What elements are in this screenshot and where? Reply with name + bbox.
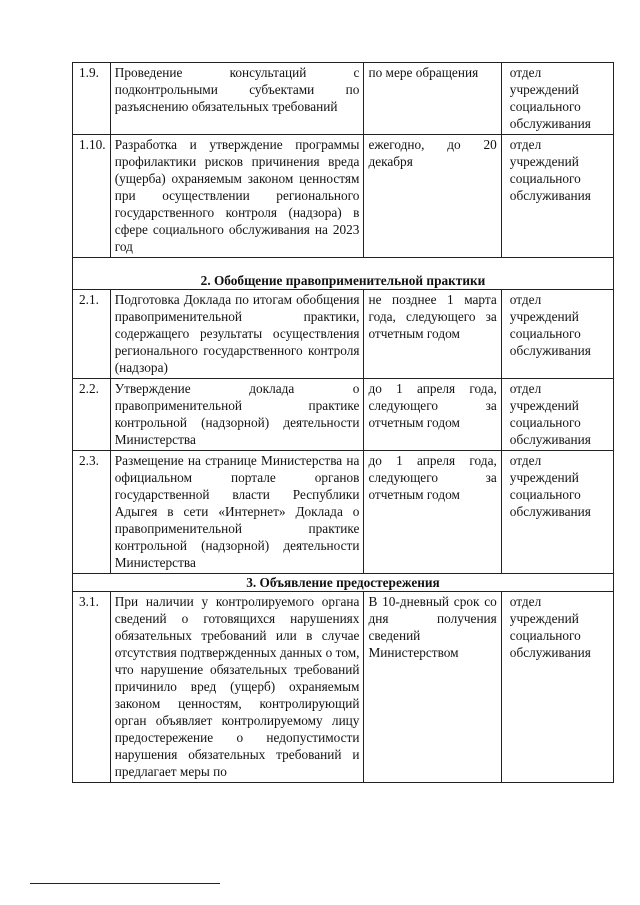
row-action: Подготовка Доклада по итогам обобщения правоприменительной практики, содержащего результаты осуществления регионального государственного контроля (надзора) bbox=[110, 290, 364, 379]
row-number: 1.9. bbox=[73, 63, 111, 135]
table-row bbox=[73, 379, 614, 451]
row-term: не позднее 1 марта года, следующего за отчетным годом bbox=[364, 290, 501, 379]
table-row bbox=[73, 592, 614, 783]
row-responsible: отдел учреждений социального обслуживания bbox=[501, 451, 613, 574]
row-responsible: отдел учреждений социального обслуживания bbox=[501, 290, 613, 379]
table-row bbox=[73, 451, 614, 574]
row-number: 2.2. bbox=[73, 379, 111, 451]
section-title: 3. Объявление предостережения bbox=[73, 574, 614, 592]
row-action: Утверждение доклада о правоприменительной практике контрольной (надзорной) деятельности Министерства bbox=[110, 379, 364, 451]
row-responsible: отдел учреждений социального обслуживания bbox=[501, 135, 613, 258]
row-term: до 1 апреля года, следующего за отчетным годом bbox=[364, 379, 501, 451]
row-number: 2.1. bbox=[73, 290, 111, 379]
plan-table bbox=[72, 62, 614, 783]
row-responsible: отдел учреждений социального обслуживания bbox=[501, 379, 613, 451]
table-row bbox=[73, 63, 614, 135]
section-spacer bbox=[73, 258, 614, 273]
row-number: 2.3. bbox=[73, 451, 111, 574]
row-term: ежегодно, до 20 декабря bbox=[364, 135, 501, 258]
row-term: В 10-дневный срок со дня получения сведений Министерством bbox=[364, 592, 501, 783]
row-number: 1.10. bbox=[73, 135, 111, 258]
section-heading-row bbox=[73, 574, 614, 592]
row-action: Разработка и утверждение программы профилактики рисков причинения вреда (ущерба) охраняемым законом ценностям при осуществлении регионального государственного контроля (надзора) в сфере социального обслуживания на 2023 год bbox=[110, 135, 364, 258]
row-responsible: отдел учреждений социального обслуживания bbox=[501, 592, 613, 783]
row-action: Размещение на странице Министерства на официальном портале органов государственной власти Республики Адыгея в сети «Интернет» Доклада о правоприменительной практике контрольной (надзорной) деятельности Министерства bbox=[110, 451, 364, 574]
section-title: 2. Обобщение правоприменительной практики bbox=[73, 272, 614, 290]
row-action: При наличии у контролируемого органа сведений о готовящихся нарушениях обязательных требований или в случае отсутствия подтвержденных данных о том, что нарушение обязательных требований причинило вред (ущерб) охраняемым законом ценностям, контролирующий орган объявляет контролируемому лицу предостережение о недопустимости нарушения обязательных требований и предлагает меры по bbox=[110, 592, 364, 783]
table-row bbox=[73, 290, 614, 379]
row-responsible: отдел учреждений социального обслуживания bbox=[501, 63, 613, 135]
row-number: 3.1. bbox=[73, 592, 111, 783]
row-term: по мере обращения bbox=[364, 63, 501, 135]
section-heading-row bbox=[73, 272, 614, 290]
footnote-separator-line bbox=[30, 883, 220, 884]
table-row bbox=[73, 135, 614, 258]
row-term: до 1 апреля года, следующего за отчетным годом bbox=[364, 451, 501, 574]
row-action: Проведение консультаций с подконтрольными субъектами по разъяснению обязательных требований bbox=[110, 63, 364, 135]
